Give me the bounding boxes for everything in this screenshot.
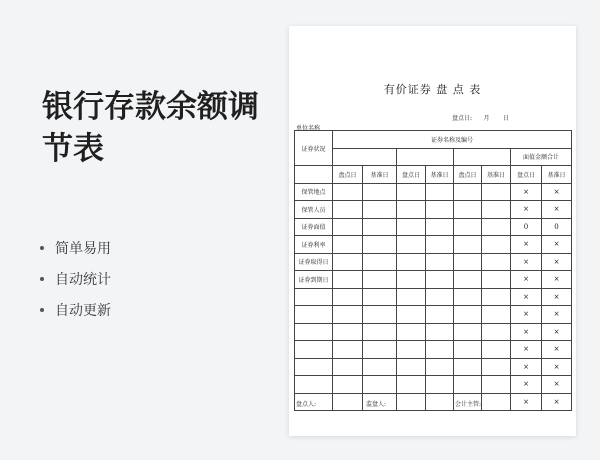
value-cell [333, 306, 363, 324]
value-cell [333, 236, 363, 254]
value-cell [454, 183, 482, 201]
total-cell: × [542, 183, 572, 201]
value-cell [363, 341, 397, 359]
value-cell [397, 306, 426, 324]
value-cell [333, 218, 363, 236]
counter-signature-label: 盘点人: [296, 401, 317, 408]
value-cell [397, 376, 426, 394]
value-cell [454, 218, 482, 236]
value-cell [363, 376, 397, 394]
value-cell [482, 218, 511, 236]
document-title: 有价证券 盘 点 表 [383, 83, 482, 96]
row-label [295, 323, 333, 341]
value-cell [397, 271, 426, 289]
value-cell [363, 271, 397, 289]
total-cell: × [542, 201, 572, 219]
count-date-header: 盘点日 [397, 166, 426, 184]
total-cell: × [511, 183, 542, 201]
feature-label: 自动统计 [55, 271, 111, 288]
value-cell [426, 323, 454, 341]
value-cell [363, 288, 397, 306]
accountant-signature-label: 会计主管: [455, 401, 482, 408]
value-cell [454, 376, 482, 394]
total-cell: × [542, 236, 572, 254]
total-cell: 0 [542, 218, 572, 236]
value-cell [363, 218, 397, 236]
total-cell: × [542, 358, 572, 376]
value-cell [363, 236, 397, 254]
value-cell [397, 288, 426, 306]
total-cell: × [511, 376, 542, 394]
table-row [295, 236, 572, 254]
table-row [295, 288, 572, 306]
total-cell: × [511, 288, 542, 306]
feature-item [40, 294, 111, 325]
row-label: 证券到期日 [295, 271, 333, 289]
value-cell [482, 341, 511, 359]
count-date-header: 盘点日 [454, 166, 482, 184]
value-cell [363, 183, 397, 201]
value-cell [333, 253, 363, 271]
value-cell [482, 183, 511, 201]
security-column [397, 148, 454, 166]
value-cell [482, 253, 511, 271]
status-header: 证券状况 [295, 131, 333, 166]
row-label [295, 341, 333, 359]
total-cell: × [542, 376, 572, 394]
total-cell: × [542, 323, 572, 341]
table-row [295, 306, 572, 324]
value-cell [482, 393, 511, 411]
row-label: 保管地点 [295, 183, 333, 201]
value-cell [482, 358, 511, 376]
total-cell: × [511, 201, 542, 219]
value-cell [454, 306, 482, 324]
total-cell: × [511, 253, 542, 271]
value-cell [397, 236, 426, 254]
bullet-icon [40, 277, 44, 281]
value-cell [333, 376, 363, 394]
value-cell [482, 323, 511, 341]
table-row [295, 341, 572, 359]
value-cell [454, 236, 482, 254]
row-label: 证券面值 [295, 218, 333, 236]
supervisor-signature-label: 监盘人: [366, 401, 387, 408]
value-cell [333, 358, 363, 376]
total-cell: × [542, 341, 572, 359]
value-cell [426, 358, 454, 376]
value-cell [397, 253, 426, 271]
table-row [295, 183, 572, 201]
value-cell [397, 183, 426, 201]
total-cell: × [542, 288, 572, 306]
value-cell [426, 183, 454, 201]
document-preview [289, 26, 576, 436]
value-cell [454, 288, 482, 306]
value-cell [426, 341, 454, 359]
base-date-header: 基准日 [426, 166, 454, 184]
feature-label: 自动更新 [55, 302, 111, 319]
table-row [295, 253, 572, 271]
feature-list [40, 232, 111, 325]
value-cell [397, 358, 426, 376]
value-cell [454, 271, 482, 289]
row-label [295, 376, 333, 394]
value-cell [426, 218, 454, 236]
total-cell: × [542, 306, 572, 324]
total-cell: 0 [511, 218, 542, 236]
table-header-row [295, 148, 572, 166]
value-cell [426, 201, 454, 219]
count-date-header: 盘点日 [333, 166, 363, 184]
value-cell [333, 201, 363, 219]
security-column [333, 148, 397, 166]
value-cell [482, 306, 511, 324]
table-row [295, 271, 572, 289]
value-cell [397, 341, 426, 359]
table-row [295, 201, 572, 219]
value-cell [333, 393, 363, 411]
security-column [454, 148, 511, 166]
row-label [295, 358, 333, 376]
feature-item [40, 232, 111, 263]
table-row [295, 323, 572, 341]
base-date-header: 基准日 [482, 166, 511, 184]
value-cell [333, 288, 363, 306]
total-header: 面值金额合计 [511, 148, 572, 166]
value-cell [397, 323, 426, 341]
feature-label: 简单易用 [55, 240, 111, 257]
value-cell [333, 271, 363, 289]
value-cell [363, 323, 397, 341]
value-cell [454, 253, 482, 271]
feature-item [40, 263, 111, 294]
total-cell: × [542, 271, 572, 289]
value-cell [482, 288, 511, 306]
count-date-header: 盘点日 [511, 166, 542, 184]
table-row [295, 376, 572, 394]
value-cell [426, 393, 454, 411]
total-cell: × [511, 323, 542, 341]
inventory-table [294, 130, 572, 411]
value-cell [482, 376, 511, 394]
value-cell [482, 201, 511, 219]
value-cell [454, 323, 482, 341]
value-cell [397, 393, 426, 411]
security-name-header: 证券名称及编号 [333, 131, 572, 149]
value-cell [482, 236, 511, 254]
value-cell [454, 358, 482, 376]
value-cell [482, 271, 511, 289]
value-cell [426, 253, 454, 271]
total-cell: × [542, 393, 572, 411]
table-row [295, 218, 572, 236]
total-cell: × [511, 358, 542, 376]
value-cell [426, 376, 454, 394]
total-cell: × [511, 271, 542, 289]
value-cell [363, 253, 397, 271]
value-cell [333, 323, 363, 341]
base-date-header: 基准日 [542, 166, 572, 184]
table-row [295, 358, 572, 376]
value-cell [426, 271, 454, 289]
value-cell [426, 288, 454, 306]
empty-cell [295, 166, 333, 184]
total-cell: × [542, 253, 572, 271]
row-label [295, 306, 333, 324]
unit-name-label: 单位名称 [296, 125, 321, 132]
row-label [295, 288, 333, 306]
total-cell: × [511, 236, 542, 254]
table-subheader-row [295, 166, 572, 184]
value-cell [363, 201, 397, 219]
table-row [295, 393, 572, 411]
total-cell: × [511, 341, 542, 359]
row-label: 证券取得日 [295, 253, 333, 271]
promo-title: 银行存款余额调节表 [42, 89, 259, 167]
value-cell [363, 358, 397, 376]
value-cell [363, 306, 397, 324]
table-header-row [295, 131, 572, 149]
value-cell [333, 183, 363, 201]
value-cell [397, 201, 426, 219]
value-cell [454, 341, 482, 359]
bullet-icon [40, 246, 44, 250]
row-label: 证券利率 [295, 236, 333, 254]
total-cell: × [511, 306, 542, 324]
value-cell [426, 306, 454, 324]
base-date-header: 基准日 [363, 166, 397, 184]
row-label: 保管人员 [295, 201, 333, 219]
value-cell [426, 236, 454, 254]
total-cell: × [511, 393, 542, 411]
value-cell [333, 341, 363, 359]
count-date-line: 盘点日: 月 日 [452, 115, 509, 122]
bullet-icon [40, 308, 44, 312]
value-cell [397, 218, 426, 236]
value-cell [454, 201, 482, 219]
